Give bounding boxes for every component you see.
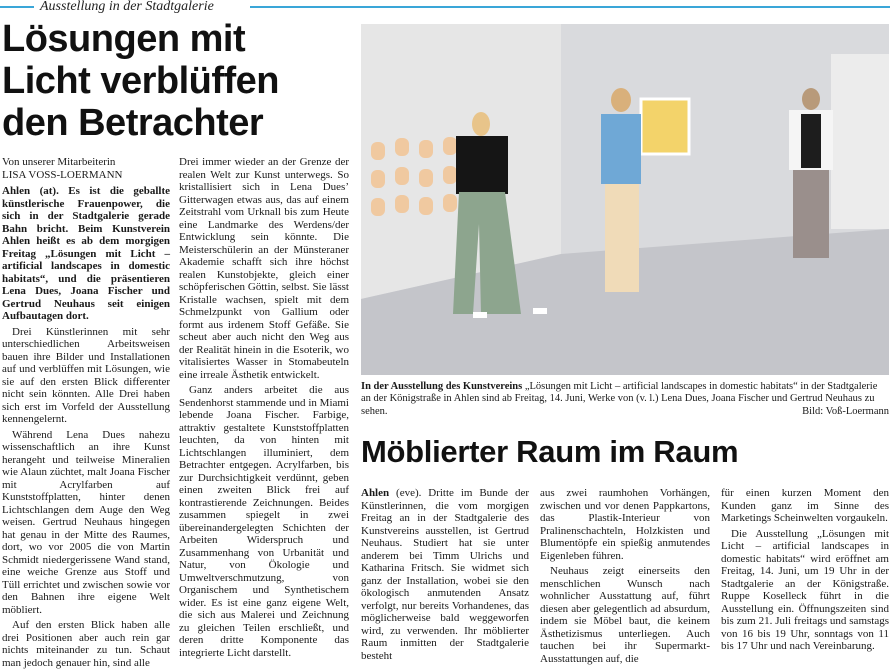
paragraph-text: (eve). Dritte im Bunde der Künstlerinnen, die vom morgigen Freitag an in der Stadtgalerie des Kunstvereins ausstellen, ist Gertrud Neuhaus. Studiert hat sie unter anderem bei Timm Ulrichs und Katharina Fritsch. Sie widmet sich ganz der Installation, wobei sie den ökologisch anmutenden Ansatz verfolgt, nur bereits Vorhandenes, das möglicherweise bald weggeworfen wird, zu verwenden. Ihr möblierter Raum inmitten der Stadtgalerie besteht [361, 487, 529, 662]
article-column-3 [361, 487, 529, 662]
byline-role: Von unserer Mitarbeiterin [2, 156, 116, 168]
article-column-4 [540, 487, 710, 665]
paragraph: Neuhaus zeigt einerseits den menschlichen Wunsch nach wohnlicher Ausstattung auf, führt diesen aber gelegentlich ad absurdum, indem sie Möbel baut, die keinem Ästhetizismus unterliegen. Auch tauchen bei ihr Supermarkt-Ausstattungen auf, die [540, 565, 710, 665]
byline [2, 156, 172, 181]
paragraph: Während Lena Dues nahezu wissenschaftlich an ihre Kunst herangeht und teilweise Mineralien wie Alaun züchtet, malt Joana Fischer mit Acrylfarben auf Kunststoffplatten, hinter denen Lichtschlangen dem Auge den Weg weisen. Gertrud Neuhaus hingegen hat genau in der Mitte des Raumes, dort, wo vor 2005 die von Martin Schmidt niedergerissene Wand stand, eine weiche Grenze aus Stoff und Tüll errichtet und zwischen sowie vor den Bahnen ihre eigene Welt möbliert. [2, 428, 170, 616]
paragraph: Die Ausstellung „Lösungen mit Licht – artificial landscapes in domestic habitats“ wird eröffnet am Freitag, 14. Juni, um 19 Uhr in der Stadtgalerie an der Königstraße. Ruppe Koselleck führt in die Ausstellung ein. Öffnungszeiten sind bis zum 21. Juli freitags und samstags von 16 bis 19 Uhr, sonntags von 11 bis 17 Uhr und nach Vereinbarung. [721, 527, 889, 652]
paragraph: Auf den ersten Blick haben alle drei Positionen aber auch rein gar nichts miteinander zu tun. Schaut man jedoch genauer hin, sind alle [2, 619, 170, 669]
caption-text: „Lösungen mit Licht – artificial landscapes in domestic habitats“ in der Stadtgalerie an der Königstraße in Ahlen sind ab Freitag, 14. Juni, Werke von (v. l.) Lena Dues, Joana Fischer und Gertrud Neuhaus zu sehen. [361, 381, 878, 417]
kicker-rule-right [250, 6, 890, 8]
paragraph [361, 487, 529, 662]
lead-text: Es ist die geballte künstlerische Frauenpower, die sich in der Stadtgalerie gerade Bahn bricht. Beim Kunstverein Ahlen heißt es ab dem morgigen Freitag „Lösungen mit Licht – artificial landscapes in domestic habitats“, und die präsentieren Lena Dues, Joana Fischer und Gertrud Neuhaus seit einigen Aufbautagen dort. [2, 185, 171, 322]
paragraph: Drei immer wieder an der Grenze der realen Welt zur Kunst unterwegs. So kristallisiert sich in Lena Dues’ Gitterwagen etwas aus, das auf einem Zeitstrahl vom Urknall bis zum Heute eine Landmarke des Werdens/der Entwicklung sein könnte. Die Meisterschülerin an der Münsteraner Akademie schafft sich ihre höchst realen Kunstobjekte, gleich einer schöpferischen Göttin, selbst. Sie lässt Kristalle wachsen, spielt mit dem Schmelzpunkt von Gallium oder formt aus irdenem Stoff Gefäße. Sie scheut aber auch nicht den Weg aus der Realität hinein in die Esoterik, wo vitalisiertes Wasser in Stomabeuteln eine irreale Ästhetik entwickelt. [179, 156, 349, 381]
paragraph: Drei Künstlerinnen mit sehr unterschiedlichen Arbeitsweisen bauen ihre Bilder und Installationen auf und verblüffen mit Lösungen, wie sie auf den ersten Blick differenter nicht sein könnten. Alle Drei haben sich erst im Vorfeld der Ausstellung kennengelernt. [2, 325, 170, 425]
headline-line-3: den Betrachter [2, 102, 264, 144]
paragraph: für einen kurzen Moment den Kunden ganz im Sinne des Marketings Scheinwelten vorgaukeln. [721, 487, 889, 524]
headline [2, 18, 352, 144]
photo-credit: Bild: Voß-Loermann [802, 405, 889, 417]
dateline: Ahlen (at). [2, 185, 59, 197]
lead-paragraph [2, 185, 170, 323]
kicker-rule-left [0, 6, 34, 8]
photo-caption [361, 381, 889, 418]
caption-lead: In der Ausstellung des Kunstvereins [361, 381, 523, 392]
article-column-1 [2, 185, 170, 669]
section-kicker: Ausstellung in der Stadtgalerie [34, 0, 220, 15]
byline-author: LISA VOSS-LOERMANN [2, 168, 123, 181]
article-column-2 [179, 156, 349, 659]
article-column-5 [721, 487, 889, 653]
gallery-photo-illustration [361, 24, 889, 375]
gallery-photo [361, 24, 889, 375]
headline-line-2: Licht verblüffen [2, 60, 280, 102]
headline-line-1: Lösungen mit [2, 18, 246, 60]
dateline: Ahlen [361, 487, 390, 499]
paragraph: aus zwei raumhohen Vorhängen, zwischen und vor denen Pappkartons, das Plastik-Interieur von Pralinenschachteln, Holzkisten und Blumentöpfe ein spießig anmutendes Eigenleben führen. [540, 487, 710, 562]
paragraph: Ganz anders arbeitet die aus Sendenhorst stammende und in Miami lebende Joana Fischer. Farbige, attraktiv gestaltete Kunststoffplatten leuchten, da von hinten mit Lichtschlangen illuminiert, dem Betrachter entgegen. Acrylfarben, bis zur Durchsichtigkeit verdünnt, geben einen zweiten Blick frei auf kontrastierende Zeichnungen. Beides zusammen spiegelt in zwei übereinandergelegten Schichten der Arbeiten Widerspruch und Zusammenhang von Urbanität und Natur, von Ökologie und Umweltverschmutzung, von Organischem und Synthetischem wider. Es ist eine ganz eigene Welt, die sich aus Malerei und Zeichnung zu gleichen Teilen erschließt, und deren dritte Komponente das integrierte Licht darstellt. [179, 384, 349, 659]
subheadline: Möblierter Raum im Raum [361, 434, 739, 469]
